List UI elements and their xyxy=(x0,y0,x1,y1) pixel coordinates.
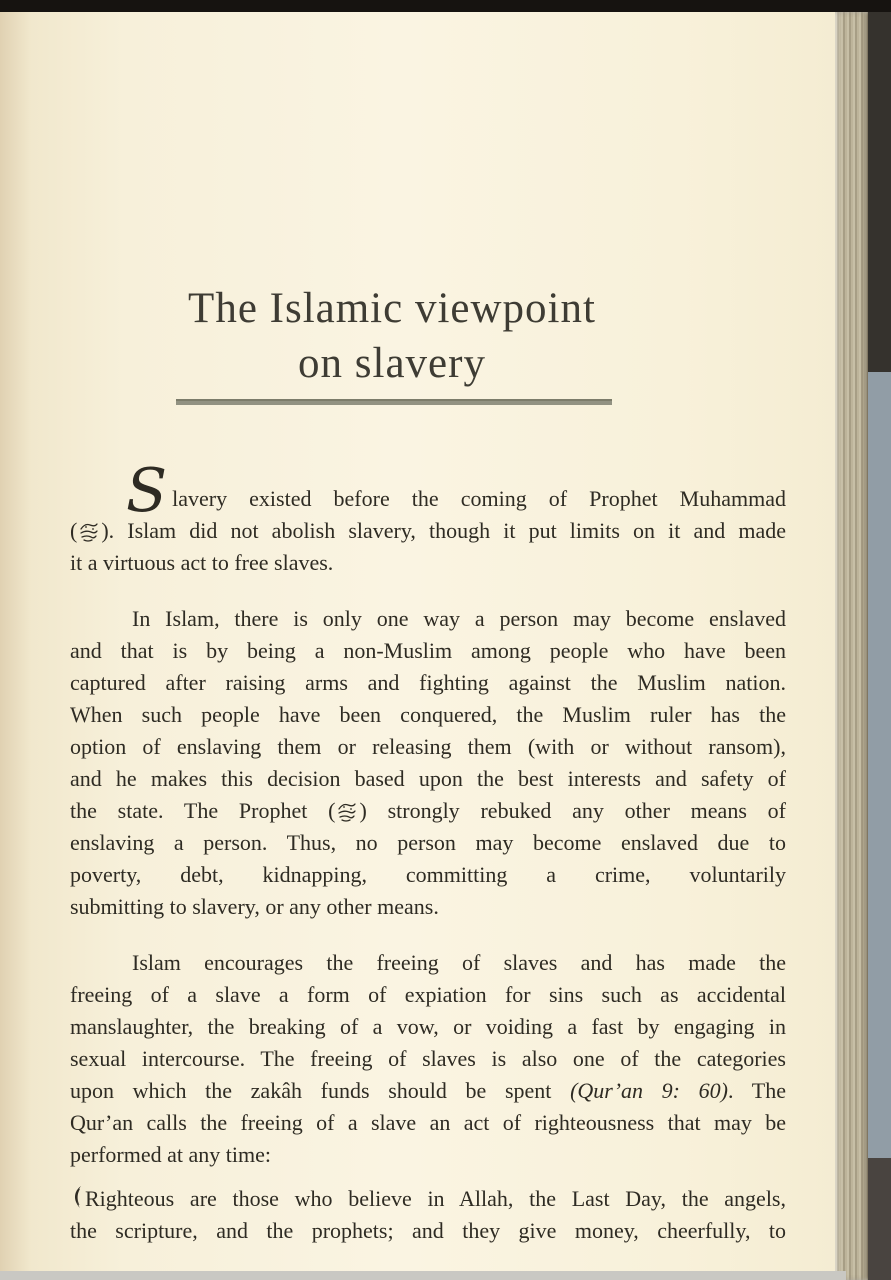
text-line xyxy=(70,1075,786,1107)
paragraph-2 xyxy=(70,603,786,923)
paragraph-3 xyxy=(70,947,786,1171)
text-segment: ). Islam did not abolish slavery, though it put limits on it and made xyxy=(101,518,786,543)
title-rule xyxy=(176,399,612,405)
text-segment: Righteous are those who believe in Allah, the Last Day, the angels, xyxy=(85,1186,786,1211)
text-line: performed at any time: xyxy=(70,1142,271,1167)
text-segment: ) strongly rebuked any other means of xyxy=(359,798,787,823)
text-line: submitting to slavery, or any other means. xyxy=(70,894,439,919)
backdrop-dark-bottom xyxy=(868,1158,891,1280)
text-line: freeing of a slave a form of expiation for sins such as accidental xyxy=(70,982,786,1007)
text-line: Islam encourages the freeing of slaves and has made the xyxy=(132,950,786,975)
honorific-icon xyxy=(336,801,358,823)
scan-backdrop xyxy=(868,12,891,1280)
chapter-title-line1: The Islamic viewpoint xyxy=(188,285,596,332)
chapter-title-line2: on slavery xyxy=(298,340,486,387)
quote-ornament-icon xyxy=(70,1185,83,1209)
text-line xyxy=(70,795,786,827)
quran-quote xyxy=(70,1183,786,1247)
text-line: Qur’an calls the freeing of a slave an act of righteousness that may be xyxy=(70,1110,786,1135)
text-line: and he makes this decision based upon the best interests and safety of xyxy=(70,766,786,791)
text-segment: ( xyxy=(70,518,78,543)
text-line xyxy=(70,515,786,547)
book-page-edges xyxy=(835,12,868,1280)
text-line xyxy=(70,1183,786,1215)
text-segment: the state. The Prophet ( xyxy=(70,798,336,823)
text-line xyxy=(70,456,786,526)
chapter-title xyxy=(34,281,750,391)
text-line: enslaving a person. Thus, no person may become enslaved due to xyxy=(70,830,786,855)
honorific-icon xyxy=(78,521,100,543)
paragraph-1 xyxy=(70,456,786,579)
text-line: poverty, debt, kidnapping, committing a crime, voluntarily xyxy=(70,862,786,887)
text-segment: upon which the zakâh funds should be spent xyxy=(70,1078,571,1103)
text-line: option of enslaving them or releasing them (with or without ransom), xyxy=(70,734,786,759)
text-line-rest: lavery existed before the coming of Prophet Muhammad xyxy=(172,486,786,511)
text-segment: . The xyxy=(728,1078,786,1103)
citation: (Qur’an 9: 60) xyxy=(570,1078,729,1103)
drop-cap: S xyxy=(126,456,168,526)
text-line: captured after raising arms and fighting against the Muslim nation. xyxy=(70,670,786,695)
text-line: When such people have been conquered, the Muslim ruler has the xyxy=(70,702,786,727)
text-line: manslaughter, the breaking of a vow, or voiding a fast by engaging in xyxy=(70,1014,786,1039)
backdrop-blue-gray xyxy=(868,372,891,1158)
text-line: the scripture, and the prophets; and they give money, cheerfully, to xyxy=(70,1218,786,1243)
text-line: and that is by being a non-Muslim among people who have been xyxy=(70,638,786,663)
text-line: sexual intercourse. The freeing of slaves is also one of the categories xyxy=(70,1046,786,1071)
backdrop-dark-top xyxy=(868,12,891,372)
text-line: In Islam, there is only one way a person may become enslaved xyxy=(132,606,786,631)
scan-bottom-edge xyxy=(0,1271,846,1280)
text-line: it a virtuous act to free slaves. xyxy=(70,550,334,575)
scan-top-edge xyxy=(0,0,891,12)
body-text xyxy=(70,456,787,1247)
